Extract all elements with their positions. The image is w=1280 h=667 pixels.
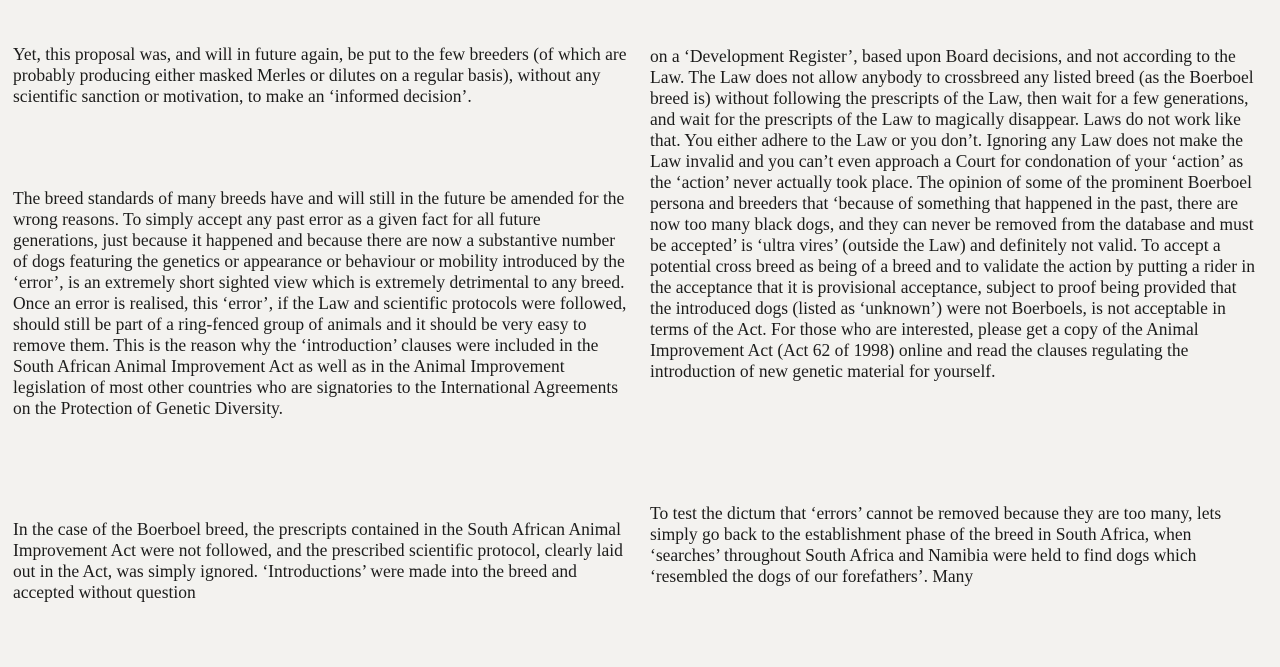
paragraph: on a ‘Development Register’, based upon Board decisions, and not according to the Law. The Law does not allow anybody to crossbreed any listed breed (as the Boerboel breed is) without following the prescripts of the Law, then wait for a few generations, and wait for the prescripts of the Law to magically disappear. Laws do not work like that. You either adhere to the Law or you don’t. Ignoring any Law does not make the Law invalid and you can’t even approach a Court for condonation of your ‘action’ as the ‘action’ never actually took place. The opinion of some of the prominent Boerboel persona and breeders that ‘because of something that happened in the past, there are now too many black dogs, and they can never be removed from the database and must be accepted’ is ‘ultra vires’ (outside the Law) and definitely not valid. To accept a potential cross breed as being of a breed and to validate the action by putting a rider in the acceptance that it is provisional acceptance, subject to proof being provided that the introduced dogs (listed as ‘unknown’) were not Boerboels, is not acceptable in terms of the Act. For those who are interested, please get a copy of the Animal Improvement Act (Act 62 of 1998) online and read the clauses regulating the introduction of new genetic material for yourself. [650,46,1256,381]
right-column [650,0,1262,667]
left-column [13,0,627,667]
paragraph: In the case of the Boerboel breed, the prescripts contained in the South African Animal Improvement Act were not followed, and the prescribed scientific protocol, clearly laid out in the Act, was simply ignored. ‘Introductions’ were made into the breed and accepted without question [13,519,623,602]
paragraph: To test the dictum that ‘errors’ cannot be removed because they are too many, lets simply go back to the establishment phase of the breed in South Africa, when ‘searches’ throughout South Africa and Namibia were held to find dogs which ‘resembled the dogs of our forefathers’. Many [650,503,1222,586]
paragraph: The breed standards of many breeds have and will still in the future be amended for the wrong reasons. To simply accept any past error as a given fact for all future generations, just because it happened and because there are now a substantive number of dogs featuring the genetics or appearance or behaviour or mobility introduced by the ‘error’, is an extremely short sighted view which is extremely detrimental to any breed. Once an error is realised, this ‘error’, if the Law and scientific protocols were followed, should still be part of a ring-fenced group of animals and it should be very easy to remove them. This is the reason why the ‘introduction’ clauses were included in the South African Animal Improvement Act as well as in the Animal Improvement legislation of most other countries who are signatories to the International Agreements on the Protection of Genetic Diversity. [13,188,627,418]
paragraph: Yet, this proposal was, and will in future again, be put to the few breeders (of which are probably producing either masked Merles or dilutes on a regular basis), without any scientific sanction or motivation, to make an ‘informed decision’. [13,44,627,106]
